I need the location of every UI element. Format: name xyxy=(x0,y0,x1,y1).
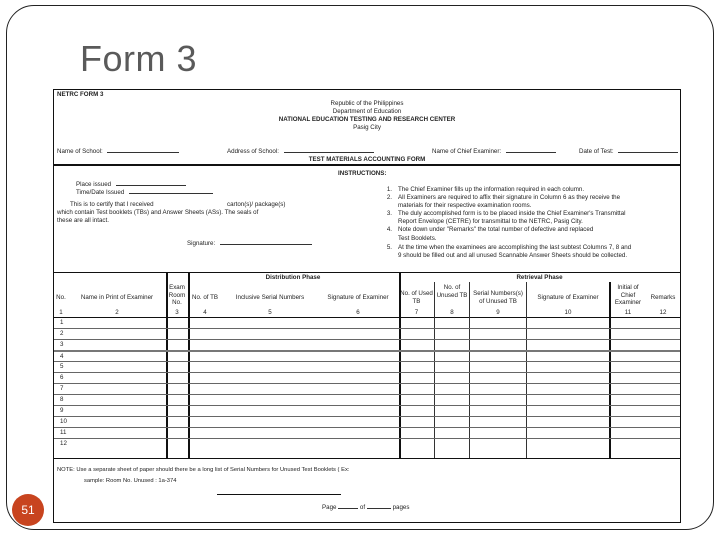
row-number: 6 xyxy=(60,374,64,381)
footer-example: sample: Room No. Unused : 1a-374 xyxy=(84,478,177,484)
row-number: 11 xyxy=(60,429,67,436)
page-label: Page xyxy=(322,504,337,511)
row-number: 9 xyxy=(60,407,64,414)
time-date-issued-field[interactable] xyxy=(76,187,213,196)
col-num: 9 xyxy=(496,309,500,316)
row-number: 8 xyxy=(60,396,64,403)
signature-label: Signature: xyxy=(187,240,216,247)
col-num: 6 xyxy=(356,309,360,316)
accounting-table xyxy=(54,272,680,458)
row-number: 5 xyxy=(60,363,64,370)
distribution-phase-header: Distribution Phase xyxy=(265,274,321,281)
col-num: 11 xyxy=(624,309,632,316)
page-number-badge: 51 xyxy=(12,494,44,526)
row-number: 7 xyxy=(60,385,64,392)
certify-line2: which contain Test booklets (TBs) and Answer Sheets (ASs). The seals of xyxy=(57,209,259,216)
row-number: 4 xyxy=(60,353,64,360)
row-number: 10 xyxy=(60,418,67,425)
col-header-signature: Signature of Examiner xyxy=(327,294,389,301)
signature-field[interactable] xyxy=(187,238,312,247)
total-pages-input[interactable] xyxy=(367,502,391,509)
school-address-label: Address of School: xyxy=(227,148,279,155)
col-num: 8 xyxy=(450,309,454,316)
form-title: TEST MATERIALS ACCOUNTING FORM xyxy=(308,156,426,163)
chief-examiner-input[interactable] xyxy=(506,146,556,153)
date-of-test-input[interactable] xyxy=(618,146,678,153)
divider xyxy=(54,164,680,166)
row-number: 2 xyxy=(60,330,64,337)
header-city: Pasig City xyxy=(353,124,381,131)
school-name-input[interactable] xyxy=(107,146,179,153)
time-date-issued-input[interactable] xyxy=(129,187,213,194)
col-header-name: Name in Print of Examiner xyxy=(80,294,154,301)
col-header-remarks: Remarks xyxy=(650,294,676,301)
chief-examiner-label: Name of Chief Examiner: xyxy=(432,148,502,155)
col-header-used: No. of Used TB xyxy=(400,290,433,305)
place-issued-label: Place issued xyxy=(76,181,112,188)
col-header-initial: Initial of Chief Examiner xyxy=(614,284,642,306)
school-name-label: Name of School: xyxy=(57,148,103,155)
row-number: 1 xyxy=(60,319,64,326)
signature-input[interactable] xyxy=(220,238,312,245)
row-number: 3 xyxy=(60,341,64,348)
footer-note: NOTE: Use a separate sheet of paper should there be a long list of Serial Numbers for Unused Test Booklets ( Ex: xyxy=(57,467,350,473)
col-header-unused: No. of Unused TB xyxy=(436,284,468,299)
of-label: of xyxy=(359,504,366,511)
col-num: 7 xyxy=(414,309,419,316)
col-num: 10 xyxy=(564,309,572,316)
header-deped: Department of Education xyxy=(332,108,402,115)
place-issued-input[interactable] xyxy=(116,179,186,186)
col-header-no: No. xyxy=(56,294,66,301)
col-num: 4 xyxy=(203,309,207,316)
certify-line1b: carton(s)/ package(s) xyxy=(227,201,286,208)
pages-label: pages xyxy=(392,504,410,511)
certify-line1: This is to certify that I received xyxy=(70,201,154,208)
col-header-tb: No. of TB xyxy=(191,294,219,301)
row-number: 12 xyxy=(60,440,67,447)
school-address-input[interactable] xyxy=(284,146,374,153)
form-code: NETRC FORM 3 xyxy=(57,91,104,98)
page-count-field[interactable] xyxy=(322,502,409,511)
col-header-signature-2: Signature of Examiner xyxy=(537,294,599,301)
col-header-serial: Inclusive Serial Numbers xyxy=(235,294,305,301)
accounting-form: NETRC FORM 3 Republic of the Philippines Department of Education NATIONAL EDUCATION TESTING AND RESEARCH CENTER Pasig City Name of School: Address of School: Name of Chief Examiner: Date of Test: TEST MATERIALS ACCOUNTING FORM Place issued Time/Date Issued This is to certify that I received carton(s)/ package(s) which contain Test booklets (TBs) and Answer Sheets (ASs). The seals of these are all intact. Signature: INSTRUCTIONS: 1. The Chief Examiner fills up the information required in each column. 2. All Examiners are required to affix their signature in Column 6 as they receive the materials for their respective examination rooms. 3. The duly accomplished form is to be placed inside the Chief Examiner's Transmittal Report Envelope (CETRE) for transmittal to the NETRC, Pasig City. 4. Note down under "Remarks" the total number of defective and replaced Test Booklets. 5. At the time when the examinees are accomplishing the last subtest Columns 7, 8 and 9 should be filled out and all unused Scannable Answer Sheets should be collected. Distribution Phase Retrieval Phase No. Name in Print of Examiner Exam Room No. No. of TB Inclusive Serial Numbers Signature of Examiner No. of Used TB No. of Unused TB Serial Numbers(s) of Unused TB Signature of Examiner Initial of Chief Examiner Remarks 1 2 3 4 5 6 7 8 9 10 11 12 1 2 3 4 5 6 7 8 9 10 11 12 NOTE: Use a separate sheet of paper should there be a long list of Serial Numbers for Unused Test Booklets ( Ex: sample: Room No. Unused : 1a-374 Page of pages xyxy=(53,89,681,523)
chief-examiner-field[interactable] xyxy=(432,146,556,155)
page-input[interactable] xyxy=(338,502,358,509)
header-republic: Republic of the Philippines xyxy=(330,100,404,107)
col-num: 3 xyxy=(175,309,179,316)
col-num: 2 xyxy=(115,309,119,316)
date-of-test-field[interactable] xyxy=(579,146,678,155)
signature-line[interactable] xyxy=(217,494,341,495)
certify-line3: these are all intact. xyxy=(57,217,109,224)
slide-title: Form 3 xyxy=(80,38,198,79)
date-of-test-label: Date of Test: xyxy=(579,148,614,155)
school-name-field[interactable] xyxy=(57,146,179,155)
instructions-title: INSTRUCTIONS: xyxy=(338,170,387,177)
col-header-serial-unused: Serial Numbers(s) of Unused TB xyxy=(473,290,523,305)
col-num: 1 xyxy=(59,309,63,316)
col-header-room: Exam Room No. xyxy=(168,284,186,306)
time-date-issued-label: Time/Date Issued xyxy=(76,189,125,196)
retrieval-phase-header: Retrieval Phase xyxy=(516,274,563,281)
header-netrc: NATIONAL EDUCATION TESTING AND RESEARCH CENTER xyxy=(278,116,456,123)
col-num: 5 xyxy=(268,309,272,316)
col-num: 12 xyxy=(659,309,667,316)
school-address-field[interactable] xyxy=(227,146,374,155)
